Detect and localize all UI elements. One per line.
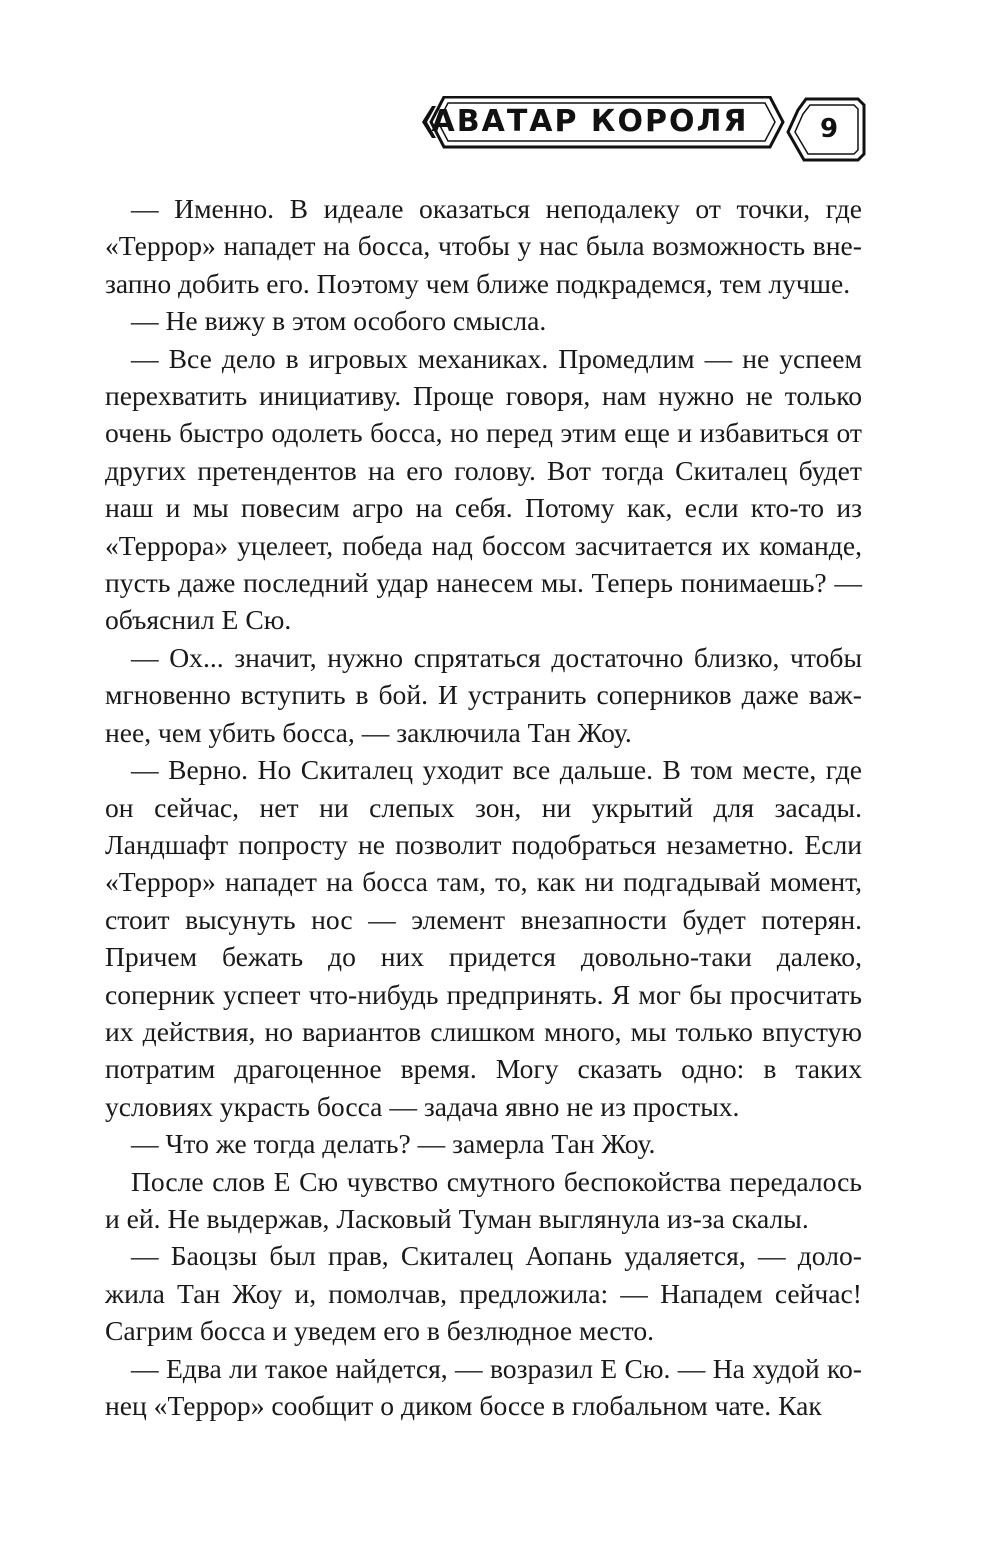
paragraph: — Ох... значит, нужно спрятаться достаточно близко, чтобы мгновенно вступить в бой. И устранить соперников даже важнее, чем убить босса, — заключила Тан Жоу.: [105, 641, 862, 748]
paragraph: — Баоцзы был прав, Скиталец Аопань удаляется, — доложила Тан Жоу и, помолчав, предложила: — Нападем сейчас! Сагрим босса и уведем его в безлюдное место.: [105, 1240, 862, 1347]
paragraph: — Именно. В идеале оказаться неподалеку от точки, где «Террор» нападет на босса, чтобы у нас была возможность внезапно добить его. Поэтому чем ближе подкрадемся, тем лучше.: [105, 193, 862, 299]
book-title: АВАТАР КОРОЛЯ: [431, 104, 749, 139]
paragraph: — Едва ли такое найдется, — возразил Е Сю. — На худой конец «Террор» сообщит о диком боссе в глобальном чате. Как: [105, 1352, 862, 1421]
running-header: [420, 96, 865, 162]
paragraph: После слов Е Сю чувство смутного беспокойства передалось и ей. Не выдержав, Ласковый Туман выглянула из-за скалы.: [105, 1165, 862, 1234]
paragraph: — Верно. Но Скиталец уходит все дальше. В том месте, где он сейчас, нет ни слепых зон, ни укрытий для засады. Ландшафт попросту не позволит подобраться незаметно. Если «Террор» нападет на босса там, то, как ни подгадывай момент, стоит высунуть нос — элемент внезапности будет потерян. Причем бежать до них придется довольно-таки далеко, соперник успеет что-нибудь предпринять. Я мог бы просчитать их действия, но вариантов слишком много, мы только впустую потратим драгоценное время. Могу сказать одно: в таких условиях украсть босса — задача явно не из простых.: [105, 754, 862, 1122]
paragraph: — Не вижу в этом особого смысла.: [131, 305, 547, 337]
page-number: 9: [819, 114, 839, 144]
paragraph: — Что же тогда делать? — замерла Тан Жоу.: [131, 1128, 656, 1160]
paragraph: — Все дело в игровых механиках. Промедлим — не успеем перехватить инициативу. Проще говоря, нам нужно не только очень быстро одолеть босса, но перед этим еще и избавиться от других претендентов на его голову. Вот тогда Скиталец будет наш и мы повесим агро на себя. Потому как, если кто-то из «Террора» уцелеет, победа над боссом засчитается их команде, пусть даже последний удар нанесем мы. Теперь понимаешь? — объяснил Е Сю.: [105, 342, 862, 636]
page-body: [105, 190, 862, 1424]
